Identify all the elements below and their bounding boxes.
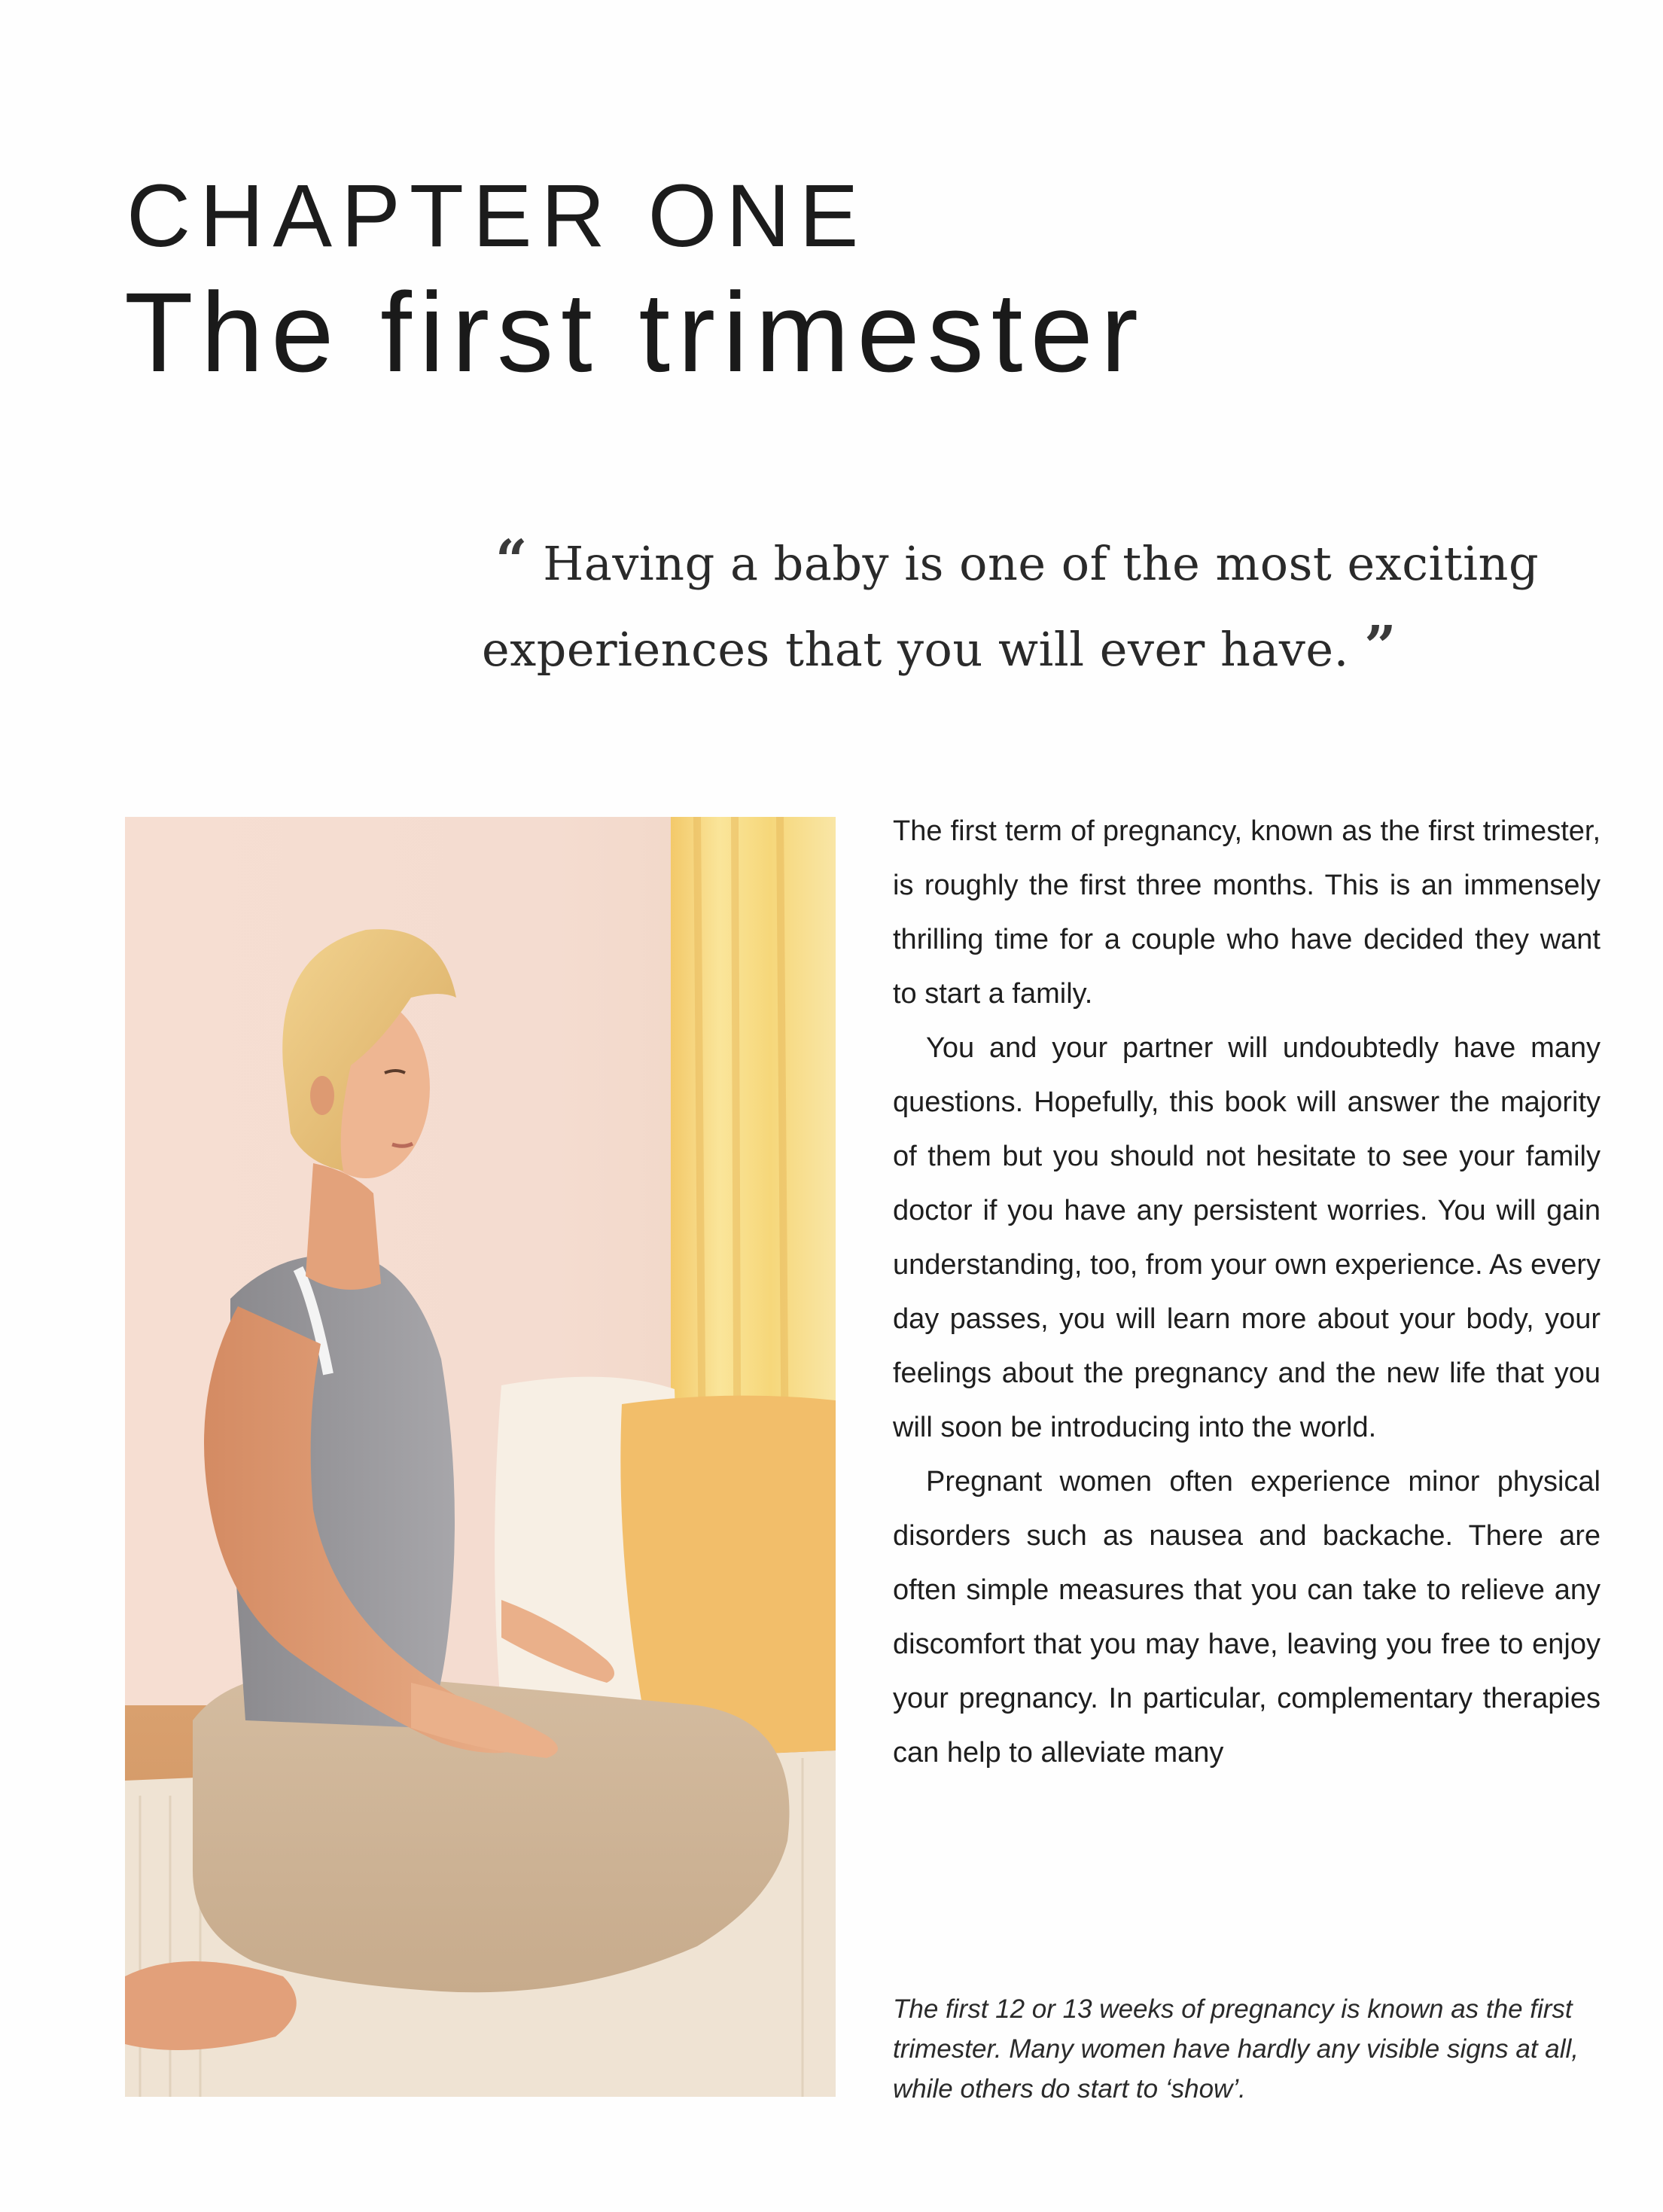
chapter-label: CHAPTER ONE — [126, 166, 868, 266]
photo-illustration — [125, 817, 836, 2097]
open-quote-mark: “ — [495, 529, 528, 593]
body-text — [893, 804, 1601, 1780]
kneeling-woman-photo — [125, 817, 836, 2097]
chapter-title: The first trimester — [124, 269, 1146, 395]
body-paragraph-1: The first term of pregnancy, known as the first trimester, is roughly the first three months. This is an immensely thrilling time for a couple who have decided they want to start a family. — [893, 815, 1601, 1010]
pull-quote-text-2: experiences that you will ever have. — [482, 622, 1349, 677]
body-paragraph-2: You and your partner will undoubtedly have many questions. Hopefully, this book will answer the majority of them but you should not hesitate to see your family doctor if you have any persistent worries. You will gain understanding, too, from your own experience. As every day passes, you will learn more about your body, your feelings about the pregnancy and the new life that you will soon be introducing into the world. — [893, 1032, 1601, 1443]
photo-caption: The first 12 or 13 weeks of pregnancy is known as the first trimester. Many women have hardly any visible signs at all, while others do start to ‘show’. — [893, 1994, 1579, 2104]
body-paragraph-3: Pregnant women often experience minor physical disorders such as nausea and backache. There are often simple measures that you can take to relieve any discomfort that you may have, leaving you free to enjoy your pregnancy. In particular, complementary therapies can help to alleviate many — [893, 1466, 1601, 1769]
pull-quote — [482, 519, 1540, 691]
pull-quote-line-1 — [482, 519, 1540, 605]
close-quote-mark: ” — [1364, 614, 1397, 679]
pull-quote-line-2 — [482, 605, 1483, 691]
pull-quote-text-1: Having a baby is one of the most exciting — [543, 536, 1540, 591]
